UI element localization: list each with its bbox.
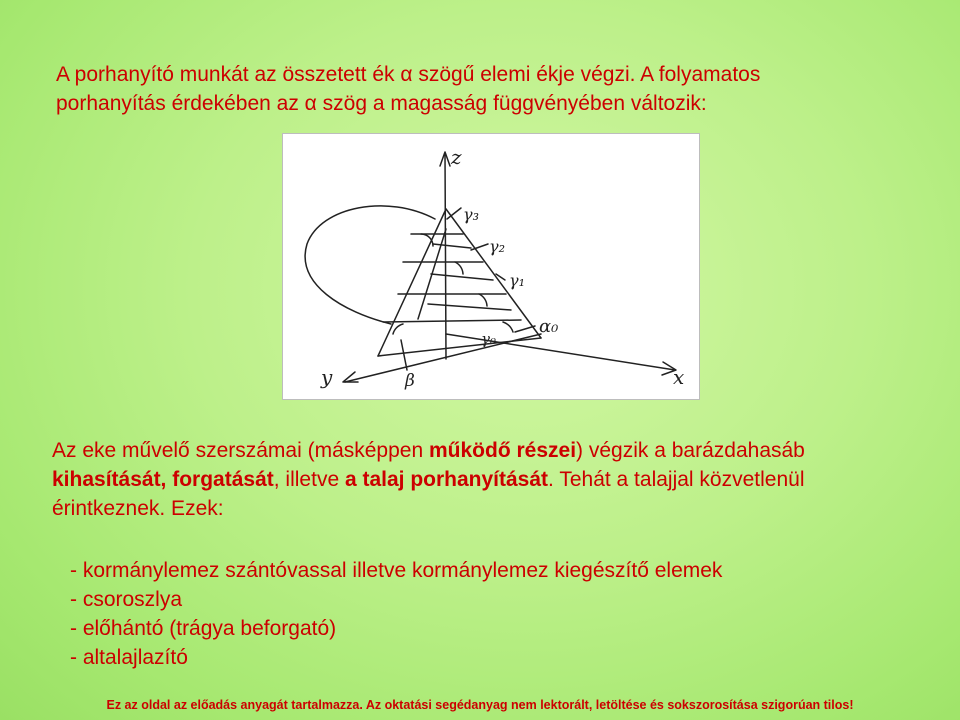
para-bold-working-parts: működő részei bbox=[429, 439, 577, 462]
z-axis bbox=[445, 154, 446, 359]
footer-disclaimer: Ez az oldal az előadás anyagát tartalmazza. Az oktatási segédanyag nem lektorált, letöltése és sokszorosítása szigorúan tilos! bbox=[106, 698, 854, 712]
label-y: y bbox=[321, 365, 333, 389]
wedge-sketch bbox=[283, 134, 699, 399]
label-gamma1: γ₁ bbox=[509, 271, 525, 290]
label-gamma2: γ₂ bbox=[489, 237, 505, 256]
label-alpha0: α₀ bbox=[539, 316, 559, 337]
para-text-3: , illetve bbox=[273, 468, 345, 491]
list-item: - előhántó (trágya beforgató) bbox=[70, 617, 337, 640]
para-bold-loosening: a talaj porhanyítását bbox=[344, 468, 549, 491]
wedge-right-edge bbox=[446, 209, 541, 338]
description-paragraph bbox=[52, 436, 932, 523]
intro-text bbox=[56, 60, 916, 118]
para-text-4: . Tehát a talajjal közvetlenül bbox=[548, 468, 805, 491]
label-gamma3: γ₃ bbox=[463, 205, 479, 224]
para-text-5: érintkeznek. Ezek: bbox=[52, 497, 224, 520]
wedge-diagram bbox=[282, 133, 700, 400]
para-text-2: ) végzik a barázdahasáb bbox=[576, 439, 805, 462]
label-x: x bbox=[673, 365, 685, 389]
para-text-1: Az eke művelő szerszámai (másképpen bbox=[52, 439, 429, 462]
intro-line-1: A porhanyító munkát az összetett ék α szögű elemi ékje végzi. A folyamatos bbox=[56, 63, 761, 86]
tool-list bbox=[70, 556, 722, 672]
intro-line-2: porhanyítás érdekében az α szög a magasság függvényében változik: bbox=[56, 92, 707, 115]
label-gamma0: γ₀ bbox=[481, 330, 496, 348]
slice-0 bbox=[383, 320, 521, 322]
label-z: z bbox=[451, 145, 462, 169]
list-item: - kormánylemez szántóvassal illetve kormánylemez kiegészítő elemek bbox=[70, 559, 723, 582]
wedge-left-edge bbox=[378, 209, 446, 356]
para-bold-cutting-turning: kihasítását, forgatását bbox=[52, 468, 274, 491]
mouldboard-curve bbox=[305, 206, 435, 324]
list-item: - csoroszlya bbox=[70, 588, 183, 611]
list-item: - altalajlazító bbox=[70, 646, 188, 669]
label-beta: β bbox=[405, 371, 415, 391]
